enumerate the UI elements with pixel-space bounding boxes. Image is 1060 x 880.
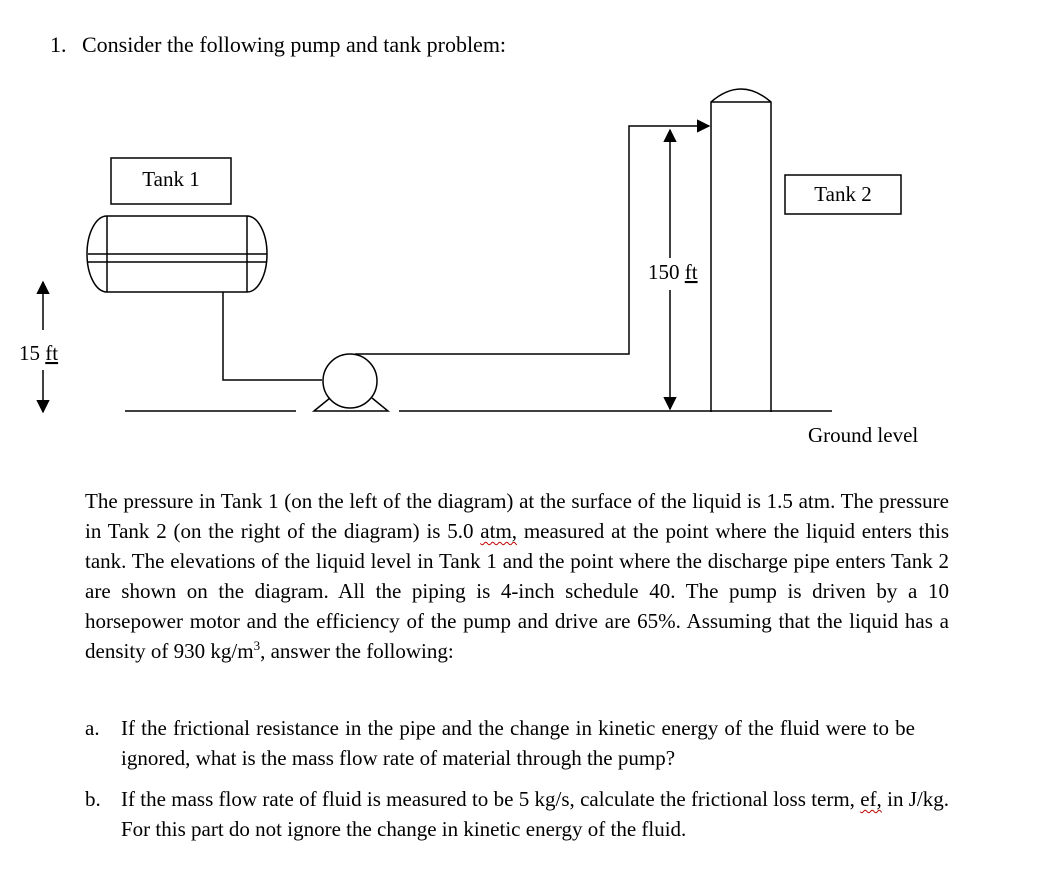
question-text: Consider the following pump and tank problem: <box>82 32 507 57</box>
height-150-value: 150 <box>648 260 680 284</box>
part-b-text-2: in J/kg. For this part do not ignore the change in kinetic energy of the fluid. <box>121 787 950 841</box>
tank2-label-box <box>785 175 901 214</box>
part-a-text: If the frictional resistance in the pipe and the change in kinetic energy of the fluid were to be ignored, what is the mass flow rate of material through the pump? <box>121 716 915 770</box>
paragraph-text-3: , answer the following: <box>260 639 454 663</box>
height-150-unit: ft <box>684 260 698 284</box>
discharge-pipe <box>355 126 709 354</box>
height-15-dimension <box>19 282 58 412</box>
part-a <box>85 713 915 773</box>
tank2 <box>711 89 771 412</box>
paragraph-superscript: 3 <box>253 638 261 653</box>
tank1 <box>87 216 267 292</box>
height-15-value: 15 <box>19 341 40 365</box>
part-a-letter: a. <box>85 716 100 740</box>
pump <box>314 354 388 411</box>
paragraph-atm-word: atm, <box>480 519 518 543</box>
tank1-label: Tank 1 <box>142 167 200 191</box>
question-number: 1. <box>50 32 67 57</box>
paragraph-text-2: measured at the point where the liquid enters this tank. The elevations of the liquid level in Tank 1 and the point where the discharge pipe enters Tank 2 are shown on the diagram. All the piping is 4-inch schedule 40. The pump is driven by a 10 horsepower motor and the efficiency of the pump and drive are 65%. Assuming that the liquid has a density of 930 kg/m <box>85 519 949 663</box>
svg-text:150 ft <box>648 260 698 284</box>
part-b-text-1: If the mass flow rate of fluid is measured to be 5 kg/s, calculate the frictional loss term, <box>121 787 861 811</box>
problem-paragraph <box>85 486 949 666</box>
tank2-label: Tank 2 <box>814 182 872 206</box>
paragraph-text-1: The pressure in Tank 1 (on the left of the diagram) at the surface of the liquid is 1.5 atm. The pressure in Tank 2 (on the right of the diagram) is 5.0 <box>85 489 949 543</box>
part-b-symbol: ef, <box>860 787 882 811</box>
part-b-body <box>121 784 949 844</box>
suction-pipe <box>223 292 322 380</box>
height-15-unit: ft <box>45 341 59 365</box>
height-150-dimension <box>648 130 698 409</box>
tank1-label-box <box>111 158 231 204</box>
ground-level-label: Ground level <box>808 423 919 447</box>
part-b <box>85 784 949 844</box>
part-b-letter: b. <box>85 787 101 811</box>
svg-text:15 ft <box>19 341 58 365</box>
